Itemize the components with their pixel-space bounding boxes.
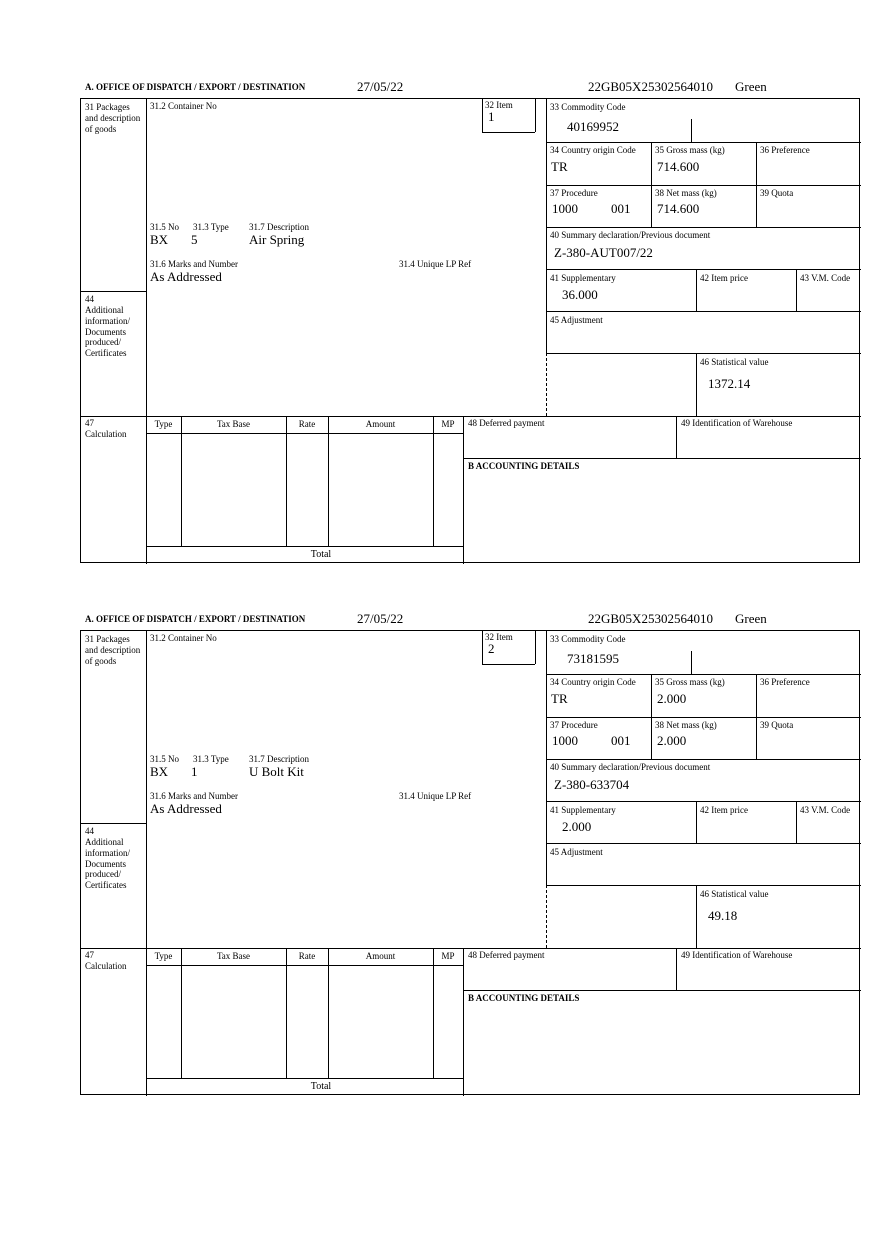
supplementary-label: 41 Supplementary	[550, 273, 616, 283]
gross-mass-label: 35 Gross mass (kg)	[655, 145, 725, 155]
declaration-date: 27/05/22	[357, 79, 404, 94]
gross-mass-value: 2.000	[657, 691, 687, 706]
col-header-type: Type	[154, 419, 173, 429]
packages-description-label: 31 Packages and description of goods	[85, 102, 141, 134]
col-header-mp: MP	[441, 419, 455, 429]
item-number-label: 32 Item	[485, 100, 513, 110]
right-panel-divider	[546, 99, 547, 353]
accounting-top-line	[463, 458, 861, 459]
gross-mass-label: 35 Gross mass (kg)	[655, 677, 725, 687]
vm-code-label: 43 V.M. Code	[800, 805, 851, 815]
dashed-divider	[546, 885, 547, 948]
column-line	[696, 801, 697, 843]
adjustment-label: 45 Adjustment	[550, 315, 603, 325]
col-header-type: Type	[154, 951, 173, 961]
country-origin-value: TR	[551, 159, 568, 174]
total-row-line	[146, 546, 463, 547]
statistical-box-left-border	[696, 353, 697, 416]
warehouse-divider	[676, 948, 677, 990]
declaration-mrn: 22GB05X25302564010	[588, 611, 713, 626]
col-header-tax-base: Tax Base	[216, 419, 251, 429]
package-type-label: 31.3 Type	[193, 754, 229, 764]
procedure-label: 37 Procedure	[550, 188, 598, 198]
preference-label: 36 Preference	[760, 677, 810, 687]
item-box-bottom-border	[482, 132, 535, 133]
goods-description-value: U Bolt Kit	[249, 764, 304, 779]
col-header-amount: Amount	[365, 951, 396, 961]
package-kind-value: BX	[150, 232, 169, 247]
marks-number-label: 31.6 Marks and Number	[150, 791, 238, 801]
procedure-value: 1000	[552, 201, 578, 216]
supplementary-value: 36.000	[562, 287, 598, 302]
marks-number-label: 31.6 Marks and Number	[150, 259, 238, 269]
office-of-dispatch-heading: A. OFFICE OF DISPATCH / EXPORT / DESTINATION	[85, 614, 306, 624]
procedure-extra-value: 001	[611, 201, 631, 216]
left-column-divider	[146, 631, 147, 1096]
row-line	[546, 801, 861, 802]
item-box-left-border	[482, 631, 483, 664]
summary-declaration-label: 40 Summary declaration/Previous document	[550, 230, 711, 240]
unique-lp-ref-label: 31.4 Unique LP Ref	[399, 791, 472, 801]
item-number-value: 1	[488, 109, 495, 124]
deferred-payment-label: 48 Deferred payment	[468, 418, 545, 428]
procedure-value: 1000	[552, 733, 578, 748]
item-number-label: 32 Item	[485, 632, 513, 642]
goods-description-value: Air Spring	[249, 232, 305, 247]
description-label: 31.7 Description	[249, 754, 309, 764]
procedure-extra-value: 001	[611, 733, 631, 748]
item-form-box	[80, 630, 860, 1095]
row-line	[546, 227, 861, 228]
row-line	[546, 759, 861, 760]
row-line	[546, 717, 861, 718]
additional-info-number: 44	[85, 826, 94, 836]
col-header-tax-base: Tax Base	[216, 951, 251, 961]
previous-document-value: Z-380-AUT007/22	[554, 245, 653, 260]
total-row-line	[146, 1078, 463, 1079]
table-column-line	[286, 948, 287, 1078]
column-line	[796, 269, 797, 311]
description-label: 31.7 Description	[249, 222, 309, 232]
declaration-date: 27/05/22	[357, 611, 404, 626]
calculation-label: Calculation	[85, 429, 127, 439]
item-box-right-border	[535, 631, 536, 664]
country-origin-label: 34 Country origin Code	[550, 677, 636, 687]
item-box-left-border	[482, 99, 483, 132]
row-line	[546, 142, 861, 143]
accounting-details-heading: B ACCOUNTING DETAILS	[468, 993, 580, 1003]
warehouse-divider	[676, 416, 677, 458]
statistical-value-label: 46 Statistical value	[700, 357, 769, 367]
item-box-bottom-border	[482, 664, 535, 665]
additional-info-number: 44	[85, 294, 94, 304]
accounting-details-heading: B ACCOUNTING DETAILS	[468, 461, 580, 471]
row-line	[546, 185, 861, 186]
vm-code-label: 43 V.M. Code	[800, 273, 851, 283]
marks-value: As Addressed	[150, 269, 222, 284]
item-price-label: 42 Item price	[700, 805, 748, 815]
container-no-label: 31.2 Container No	[150, 101, 217, 111]
row-line	[546, 311, 861, 312]
dashed-divider	[546, 353, 547, 416]
item-number-value: 2	[488, 641, 495, 656]
package-no-label: 31.5 No	[150, 754, 179, 764]
supplementary-label: 41 Supplementary	[550, 805, 616, 815]
country-origin-label: 34 Country origin Code	[550, 145, 636, 155]
left-column-divider	[146, 99, 147, 564]
calculation-label: Calculation	[85, 961, 127, 971]
package-no-label: 31.5 No	[150, 222, 179, 232]
table-column-line	[328, 416, 329, 546]
left-column-row-line	[81, 823, 146, 824]
calculation-number: 47	[85, 418, 94, 428]
declaration-mrn: 22GB05X25302564010	[588, 79, 713, 94]
calculation-top-line	[81, 416, 861, 417]
warehouse-id-label: 49 Identification of Warehouse	[681, 418, 793, 428]
net-mass-value: 2.000	[657, 733, 687, 748]
col-header-amount: Amount	[365, 419, 396, 429]
commodity-code-value: 73181595	[567, 651, 619, 666]
routing-indicator: Green	[735, 611, 767, 626]
gross-mass-value: 714.600	[657, 159, 700, 174]
package-count-value: 1	[191, 764, 198, 779]
procedure-label: 37 Procedure	[550, 720, 598, 730]
right-panel-divider	[546, 631, 547, 885]
net-mass-label: 38 Net mass (kg)	[655, 188, 717, 198]
packages-description-label: 31 Packages and description of goods	[85, 634, 141, 666]
table-header-line	[146, 965, 463, 966]
col-header-rate: Rate	[298, 951, 316, 961]
table-column-line	[181, 416, 182, 546]
column-line	[696, 269, 697, 311]
quota-label: 39 Quota	[760, 720, 794, 730]
table-column-line	[328, 948, 329, 1078]
commodity-code-value: 40169952	[567, 119, 619, 134]
item-box-right-border	[535, 99, 536, 132]
row-line	[546, 885, 861, 886]
left-column-row-line	[81, 291, 146, 292]
accounting-top-line	[463, 990, 861, 991]
package-type-label: 31.3 Type	[193, 222, 229, 232]
table-column-line	[433, 416, 434, 546]
table-right-border	[463, 948, 464, 1096]
row-line	[546, 269, 861, 270]
routing-indicator: Green	[735, 79, 767, 94]
commodity-code-divider	[691, 651, 692, 674]
statistical-value: 1372.14	[708, 376, 751, 391]
previous-document-value: Z-380-633704	[554, 777, 630, 792]
marks-value: As Addressed	[150, 801, 222, 816]
row-line	[546, 674, 861, 675]
additional-info-label: Additional information/ Documents produced/ Certificates	[85, 837, 130, 891]
table-column-line	[433, 948, 434, 1078]
commodity-code-label: 33 Commodity Code	[550, 634, 626, 644]
item-price-label: 42 Item price	[700, 273, 748, 283]
package-kind-value: BX	[150, 764, 169, 779]
adjustment-label: 45 Adjustment	[550, 847, 603, 857]
supplementary-value: 2.000	[562, 819, 592, 834]
country-origin-value: TR	[551, 691, 568, 706]
column-line	[796, 801, 797, 843]
calculation-top-line	[81, 948, 861, 949]
row-line	[546, 353, 861, 354]
statistical-box-left-border	[696, 885, 697, 948]
summary-declaration-label: 40 Summary declaration/Previous document	[550, 762, 711, 772]
unique-lp-ref-label: 31.4 Unique LP Ref	[399, 259, 472, 269]
statistical-value: 49.18	[708, 908, 738, 923]
net-mass-label: 38 Net mass (kg)	[655, 720, 717, 730]
warehouse-id-label: 49 Identification of Warehouse	[681, 950, 793, 960]
preference-label: 36 Preference	[760, 145, 810, 155]
table-column-line	[181, 948, 182, 1078]
net-mass-value: 714.600	[657, 201, 700, 216]
package-count-value: 5	[191, 232, 198, 247]
item-section-1	[80, 80, 862, 566]
office-of-dispatch-heading: A. OFFICE OF DISPATCH / EXPORT / DESTINATION	[85, 82, 306, 92]
deferred-payment-label: 48 Deferred payment	[468, 950, 545, 960]
col-header-rate: Rate	[298, 419, 316, 429]
table-column-line	[286, 416, 287, 546]
table-header-line	[146, 433, 463, 434]
col-header-mp: MP	[441, 951, 455, 961]
additional-info-label: Additional information/ Documents produced/ Certificates	[85, 305, 130, 359]
row-line	[546, 843, 861, 844]
item-section-2	[80, 612, 862, 1098]
commodity-code-label: 33 Commodity Code	[550, 102, 626, 112]
calculation-number: 47	[85, 950, 94, 960]
total-label: Total	[310, 1081, 332, 1092]
quota-label: 39 Quota	[760, 188, 794, 198]
item-form-box	[80, 98, 860, 563]
commodity-code-divider	[691, 119, 692, 142]
total-label: Total	[310, 549, 332, 560]
container-no-label: 31.2 Container No	[150, 633, 217, 643]
table-right-border	[463, 416, 464, 564]
statistical-value-label: 46 Statistical value	[700, 889, 769, 899]
